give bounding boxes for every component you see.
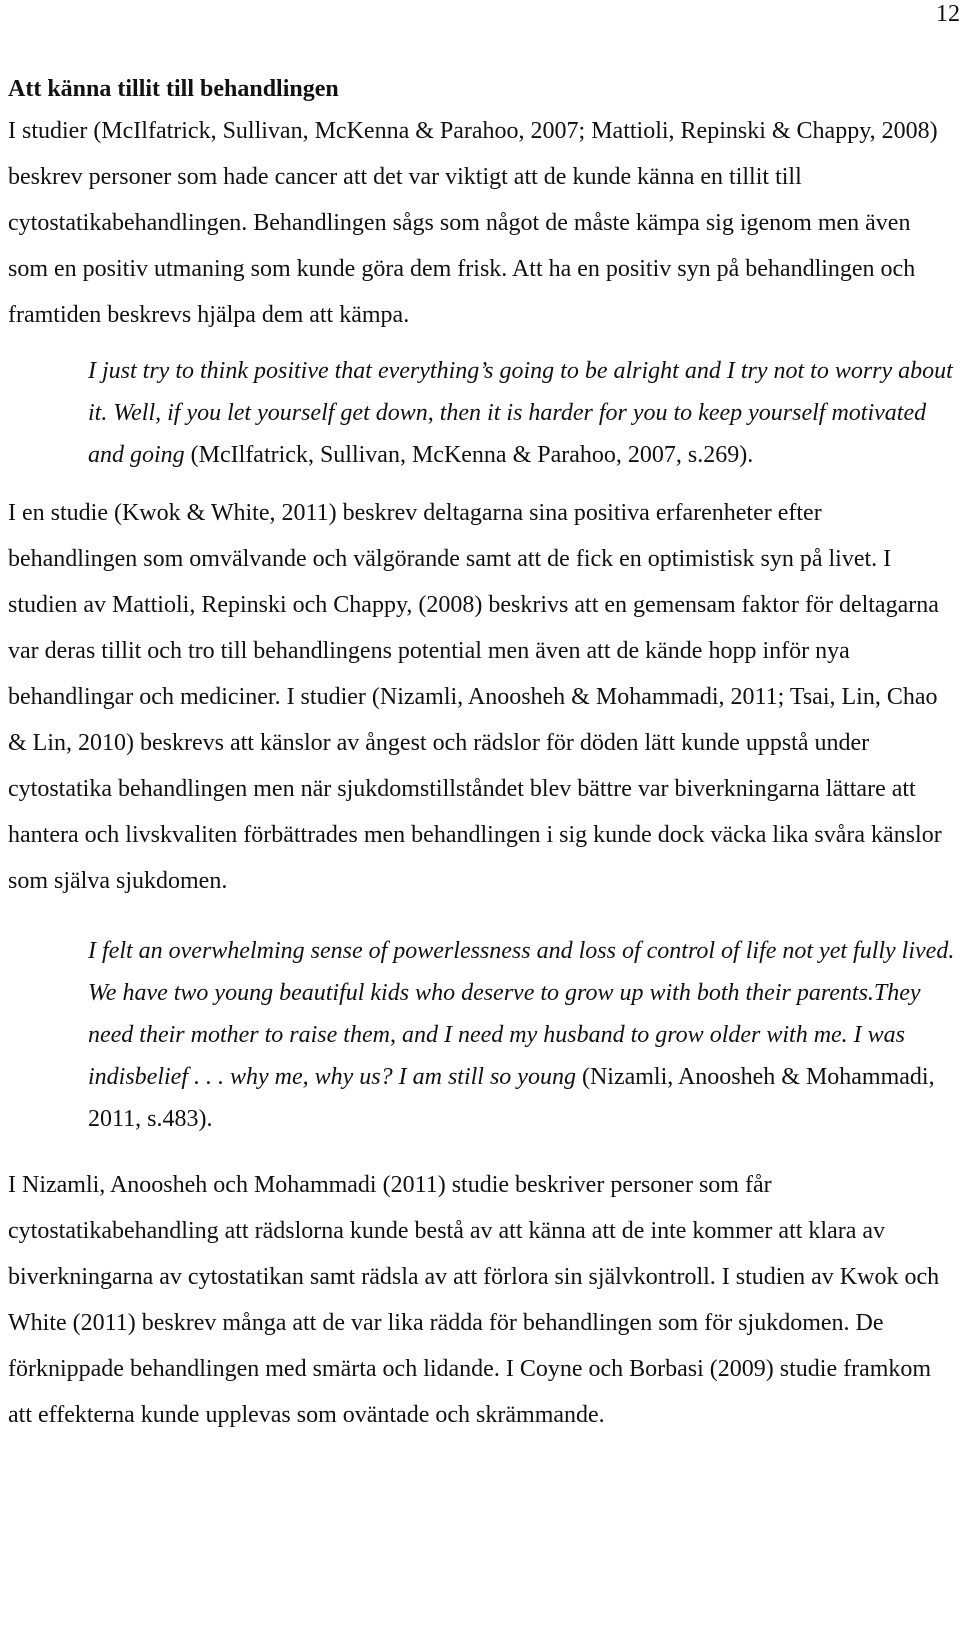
- quote-2-text: I felt an overwhelming sense of powerlessness and loss of control of life not yet fully lived. We have two young beautiful kids who deserve to grow up with both their parents.They need their mother to raise them, and I need my husband to grow older with me. I was indisbelief . . . why me, why us? I am still so young: [88, 938, 955, 1090]
- paragraph-2: I en studie (Kwok & White, 2011) beskrev deltagarna sina positiva erfarenheter efter behandlingen som omvälvande och välgörande samt att de fick en optimistisk syn på livet. I studien av Mattioli, Repinski och Chappy, (2008) beskrivs att en gemensam faktor för deltagarna var deras tillit och tro till behandlingens potential men även att de kände hopp inför nya behandlingar och mediciner. I studier (Nizamli, Anoosheh & Mohammadi, 2011; Tsai, Lin, Chao & Lin, 2010) beskrevs att känslor av ångest och rädslor för döden lätt kunde uppstå under cytostatika behandlingen men när sjukdomstillståndet blev bättre var biverkningarna lättare att hantera och livskvaliten förbättrades men behandlingen i sig kunde dock väcka lika svåra känslor som själva sjukdomen.: [8, 500, 942, 894]
- page-number: 12: [936, 1, 960, 27]
- quote-1-text: I just try to think positive that everything’s going to be alright and I try not to worry about it. Well, if you let yourself get down, then it is harder for you to keep yourself motivated and going: [88, 358, 953, 468]
- quote-2-citation: (Nizamli, Anoosheh & Mohammadi, 2011, s.483).: [88, 1064, 935, 1132]
- paragraph-1: I studier (McIlfatrick, Sullivan, McKenna & Parahoo, 2007; Mattioli, Repinski & Chappy, 2008) beskrev personer som hade cancer att det var viktigt att de kunde känna en tillit till cytostatikabehandlingen. Behandlingen sågs som något de måste kämpa sig igenom men även som en positiv utmaning som kunde göra dem frisk. Att ha en positiv syn på behandlingen och framtiden beskrevs hjälpa dem att kämpa.: [8, 118, 938, 328]
- block-quote-1: [88, 350, 956, 476]
- paragraph-3: I Nizamli, Anoosheh och Mohammadi (2011) studie beskriver personer som får cytostatikabehandling att rädslorna kunde bestå av att känna att de inte kommer att klara av biverkningarna av cytostatikan samt rädsla av att förlora sin självkontroll. I studien av Kwok och White (2011) beskrev många att de var lika rädda för behandlingen som för sjukdomen. De förknippade behandlingen med smärta och lidande. I Coyne och Borbasi (2009) studie framkom att effekterna kunde upplevas som oväntade och skrämmande.: [8, 1172, 940, 1428]
- document-body: [8, 74, 956, 1438]
- block-quote-2: [88, 930, 956, 1140]
- section-heading: Att känna tillit till behandlingen: [8, 76, 339, 102]
- quote-1-citation: (McIlfatrick, Sullivan, McKenna & Parahoo, 2007, s.269).: [184, 442, 754, 468]
